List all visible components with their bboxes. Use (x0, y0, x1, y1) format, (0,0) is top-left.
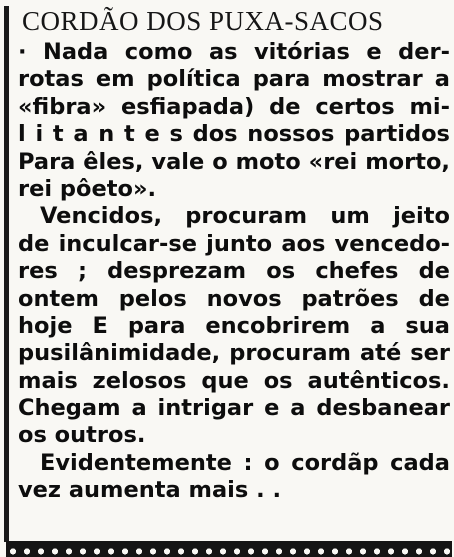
word: Evidentemente (40, 449, 232, 476)
word: t (124, 121, 135, 148)
word: como (124, 39, 193, 65)
word: E (92, 312, 108, 339)
body-line-17 (18, 477, 450, 504)
word: chefes (315, 258, 399, 285)
word: e (366, 39, 382, 65)
word: de (418, 285, 450, 312)
word: junto (206, 230, 273, 257)
body-line-2 (18, 66, 450, 93)
word: jeito (393, 203, 450, 230)
word: Chegam (18, 395, 121, 422)
body-line-10 (18, 286, 450, 313)
word: procuram (185, 203, 308, 230)
word: encobrirem (205, 312, 351, 339)
word: partidos (344, 121, 450, 148)
word: procuram (229, 340, 351, 367)
word: vitórias (253, 39, 350, 65)
body-line-5 (18, 149, 450, 176)
body-line-4 (18, 121, 450, 148)
body-line-1 (18, 39, 450, 66)
word: a (131, 395, 147, 422)
word: aos (281, 230, 326, 257)
body-line-3 (18, 94, 450, 121)
word: sua (405, 312, 450, 339)
word: mi- (409, 93, 450, 120)
word: zelosos (92, 367, 187, 394)
body-line-7 (18, 203, 450, 230)
word: em (95, 66, 135, 93)
word: hoje (18, 312, 73, 339)
word: a (434, 66, 450, 93)
word: «fibra» (18, 93, 107, 120)
word: · (18, 39, 27, 65)
word: de (18, 230, 50, 257)
word: patrões (301, 285, 399, 312)
word: cordãp (291, 449, 379, 476)
word: mostrar (322, 66, 423, 93)
word: para (127, 312, 186, 339)
word: até (360, 340, 402, 367)
body-line-13 (18, 368, 450, 395)
body-line-16 (18, 450, 450, 477)
word: ontem (18, 285, 99, 312)
word: s (169, 121, 183, 148)
word: Para (18, 148, 76, 175)
word: de (418, 258, 450, 285)
column-rule (4, 6, 9, 542)
body-line-11 (18, 313, 450, 340)
word: pelos (118, 285, 187, 312)
word: rotas (18, 66, 84, 93)
word: a (370, 312, 386, 339)
word: dos (192, 121, 238, 148)
body-line-15 (18, 422, 450, 449)
word: der- (398, 39, 450, 65)
word: ; (77, 258, 87, 285)
word: novos (206, 285, 282, 312)
word: política (146, 66, 241, 93)
word: e (264, 395, 280, 422)
word: morto, (365, 148, 450, 175)
word: e (144, 121, 160, 148)
word: vale (151, 148, 205, 175)
word: «rei (308, 148, 358, 175)
article-body (18, 39, 450, 505)
word: o (264, 449, 280, 476)
body-line-8 (18, 231, 450, 258)
body-line-15-text: os outros. (18, 422, 146, 449)
body-line-6-text: rei pôeto». (18, 175, 157, 202)
word: pusilânimidade, (18, 340, 221, 367)
word: para (252, 66, 311, 93)
word: cada (390, 449, 450, 476)
word: t (52, 121, 64, 148)
word: a (73, 121, 89, 148)
word: Nada (43, 39, 109, 65)
word: os (263, 367, 293, 394)
word: moto (235, 148, 301, 175)
word: Vencidos, (40, 203, 163, 230)
word: n (98, 121, 115, 148)
word: que (201, 367, 249, 394)
article-title: CORDÃO DOS PUXA-SACOS (22, 6, 384, 36)
word: o (212, 148, 228, 175)
word: ser (410, 340, 450, 367)
body-line-12 (18, 340, 450, 367)
word: desbanear (316, 395, 450, 422)
word: um (330, 203, 370, 230)
word: autênticos. (307, 367, 450, 394)
word: nossos (247, 121, 335, 148)
word: êles, (83, 148, 144, 175)
body-line-14 (18, 395, 450, 422)
word: inculcar-se (58, 230, 197, 257)
word: vencedo- (334, 230, 450, 257)
word: de (269, 93, 301, 120)
word: l (18, 121, 26, 148)
word: mais (18, 367, 78, 394)
word: intrigar (157, 395, 254, 422)
word: i (35, 121, 44, 148)
word: : (243, 449, 253, 476)
word: esfiapada) (120, 93, 255, 120)
body-line-9 (18, 258, 450, 285)
body-line-6 (18, 176, 450, 203)
word: a (290, 395, 306, 422)
word: desprezam (107, 258, 247, 285)
word: as (208, 39, 238, 65)
word: certos (315, 93, 395, 120)
word: res (18, 258, 58, 285)
word: os (266, 258, 296, 285)
body-line-17-text: vez aumenta mais . . (18, 477, 282, 504)
